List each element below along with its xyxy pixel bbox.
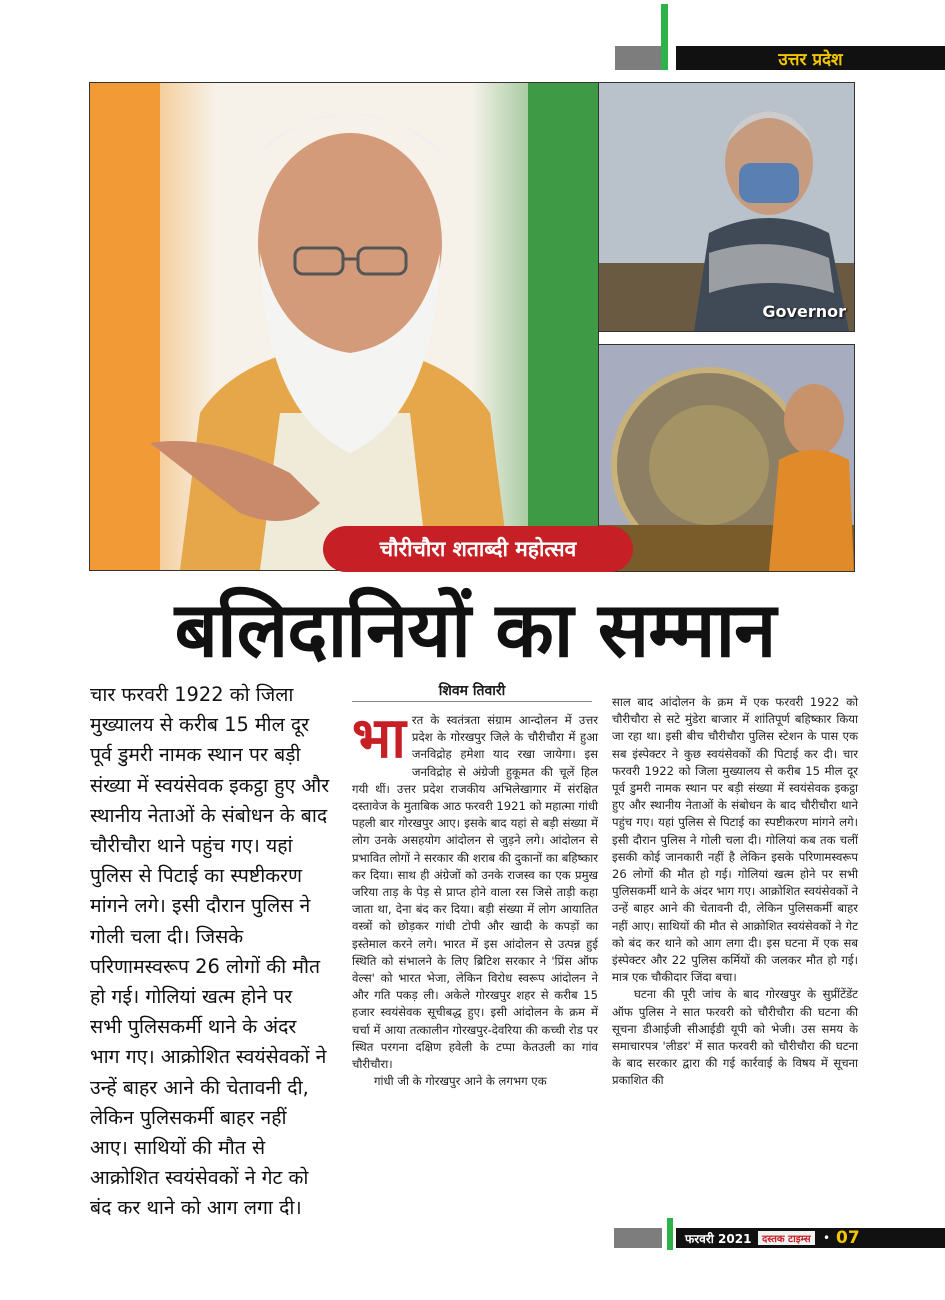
article-paragraph: गांधी जी के गोरखपुर आने के लगभग एक <box>374 1074 547 1089</box>
article-paragraph: साल बाद आंदोलन के क्रम में एक फरवरी 1922 को चौरीचौरा से सटे मुंडेरा बाजार में शांतिपूर्ण बहिष्कार किया जा रहा था। इसी बीच चौरीचौरा पुलिस स्टेशन के पास एक सब इंस्पेक्टर ने कुछ स्वयंसेवकों की पिटाई कर दी। चार फरवरी 1922 को जिला मुख्यालय से करीब 15 मील दूर पूर्व डुमरी नामक स्थान पर बड़ी संख्या में स्वयंसेवक इकट्ठा हुए और स्थानीय नेताओं के संबोधन के बाद चौरीचौरा थाने पहुंच गए। यहां पुलिस से पिटाई का स्पष्टीकरण मांगने लगे। इसी दौरान पुलिस ने गोली चला दी। गोलियां कब तक चलीं इसकी कोई जानकारी नहीं है लेकिन इसके परिणामस्वरूप 26 लोगों की मौत हो गई। गोलियां खत्म होने पर सभी पुलिसकर्मी थाने के अंदर भाग गए। आक्रोशित स्वयंसेवकों ने उन्हें बाहर आने की चेतावनी दी, लेकिन पुलिसकर्मी बाहर नहीं आए। साथियों की मौत से आक्रोशित स्वयंसेवकों ने गेट को बंद कर थाने को आग लगा दी। इस घटना में एक सब इंस्पेक्टर और 22 पुलिस कर्मियों की जलकर मौत हो गई। मात्र एक चौकीदार जिंदा बचा। <box>612 695 858 985</box>
photo-prime-minister <box>89 82 599 571</box>
governor-illustration <box>599 83 854 331</box>
photo-chief-minister <box>598 344 855 572</box>
section-title: उत्तर प्रदेश <box>778 49 843 70</box>
footer-separator: • <box>823 1231 831 1245</box>
article-column-right <box>612 694 858 1090</box>
article-paragraph: रत के स्वतंत्रता संग्राम आन्दोलन में उत्तर प्रदेश के गोरखपुर जिले के चौरीचौरा में हुआ जनविद्रोह हमेशा याद रखा जायेगा। इस जनविद्रोह से अंग्रेजी हुकूमत की चूलें हिल गयी थीं। उत्तर प्रदेश राजकीय अभिलेखागार में संरक्षित दस्तावेज के मुताबिक आठ फरवरी 1921 को महात्मा गांधी पहली बार गोरखपुर आए। इसके बाद यहां से बड़ी संख्या में लोग उनके असहयोग आंदोलन से जुड़ने लगे। आंदोलन से प्रभावित लोगों ने सरकार की शराब की दुकानों का बहिष्कार कर दिया। साथ ही अंग्रेजों को उनके राजस्व का एक प्रमुख जरिया ताड़ के पेड़ से प्राप्त होने वाला रस जिसे ताड़ी कहा जाता था, देना बंद कर दिया। बड़ी संख्या में लोग आयातित वस्त्रों को छोड़कर गांधी टोपी और खादी के कपड़ों का इस्तेमाल करने लगे। भारत में इस आंदोलन से उत्पन्न हुई स्थिति को संभालने के लिए ब्रिटिश सरकार ने 'प्रिंस ऑफ वेल्स' को भारत भेजा, लेकिन विरोध स्वरूप आंदोलन ने और गति पकड़ ली। अकेले गोरखपुर शहर से करीब 15 हजार स्वयंसेवक सूचीबद्ध हुए। इसी आंदोलन के क्रम में चर्चा में आया तत्कालीन गोरखपुर-देवरिया की कच्ची रोड पर स्थित परगना दक्षिण हवेली के टप्पा केतउली का गांव चौरीचौरा। <box>352 713 598 1072</box>
page-number: 07 <box>836 1228 860 1248</box>
byline-divider <box>352 701 592 702</box>
article-paragraph: घटना की पूरी जांच के बाद गोरखपुर के सुप्रींटेंडेंट ऑफ पुलिस ने सात फरवरी को चौरीचौरा की घटना की सूचना डीआईजी सीआईडी यूपी को भेजी। उस समय के समाचारपत्र 'लीडर' में सात फरवरी को चौरीचौरा की घटना के बाद सरकार द्वारा की गई कार्रवाई के विषय में सूचना प्रकाशित की <box>612 987 858 1088</box>
author-byline: शिवम तिवारी <box>438 683 506 699</box>
event-ribbon: चौरीचौरा शताब्दी महोत्सव <box>323 526 633 572</box>
chief-minister-illustration <box>599 345 854 571</box>
header-grey-block <box>615 46 663 70</box>
footer-grey-block <box>614 1228 662 1248</box>
governor-caption: Governor <box>762 302 846 321</box>
lead-paragraph: चार फरवरी 1922 को जिला मुख्यालय से करीब 15 मील दूर पूर्व डुमरी नामक स्थान पर बड़ी संख्या में स्वयंसेवक इकट्ठा हुए और स्थानीय नेताओं के संबोधन के बाद चौरीचौरा थाने पहुंच गए। यहां पुलिस से पिटाई का स्पष्टीकरण मांगने लगे। इसी दौरान पुलिस ने गोली चला दी। जिसके परिणामस्वरूप 26 लोगों की मौत हो गई। गोलियां खत्म होने पर सभी पुलिसकर्मी थाने के अंदर भाग गए। आक्रोशित स्वयंसेवकों ने उन्हें बाहर आने की चेतावनी दी, लेकिन पुलिसकर्मी बाहर नहीं आए। साथियों की मौत से आक्रोशित स्वयंसेवकों ने गेट को बंद कर थाने को आग लगा दी। <box>90 683 330 1220</box>
photo-governor <box>598 82 855 332</box>
prime-minister-illustration <box>90 83 598 570</box>
headline: बलिदानियों का सम्मान <box>174 585 776 674</box>
footer-green-rule <box>667 1218 673 1250</box>
issue-date: फरवरी 2021 <box>685 1231 752 1246</box>
magazine-logo: दस्तक टाइम्स <box>758 1231 815 1245</box>
article-column-middle <box>352 706 598 1090</box>
drop-cap: भा <box>352 706 406 771</box>
header-green-rule <box>661 4 668 70</box>
